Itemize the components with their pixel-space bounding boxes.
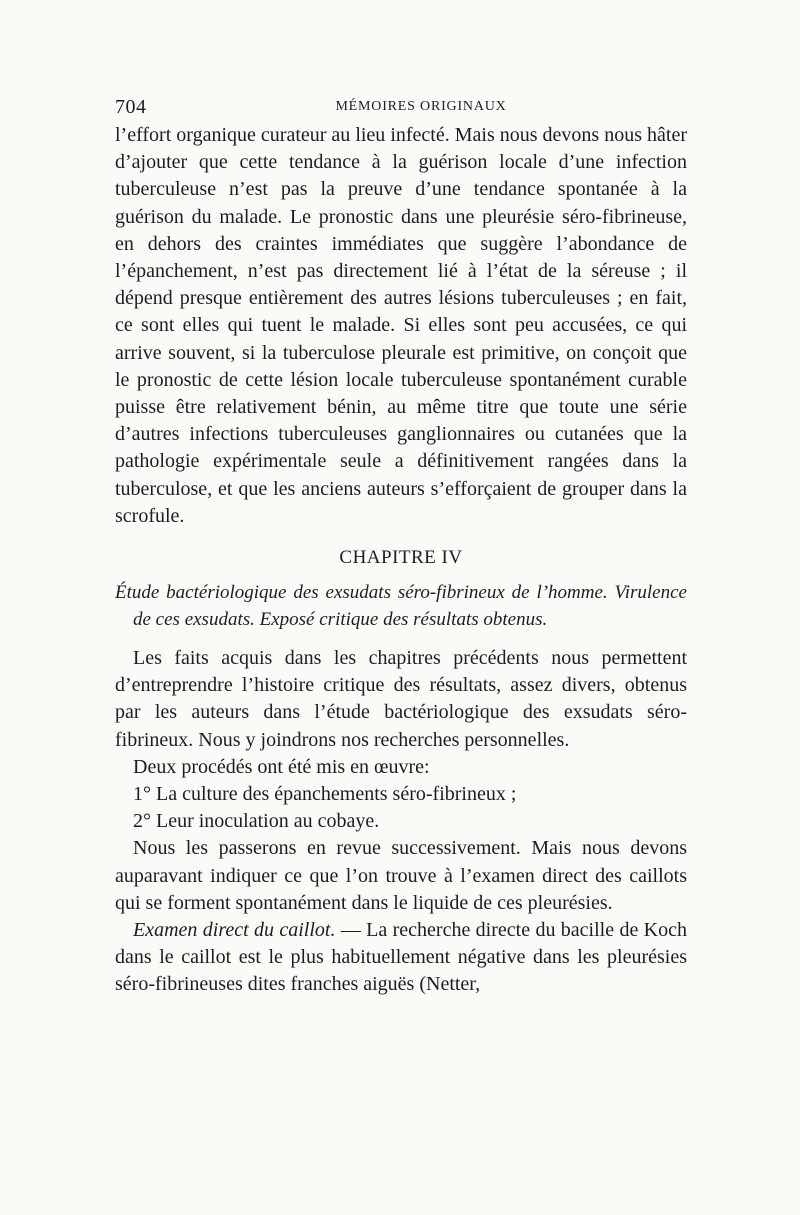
paragraph-direct-exam [115,917,687,999]
list-item-culture: 1° La culture des épanchements séro-fibrineux ; [133,783,517,806]
book-page [115,96,687,999]
chapter-heading: CHAPITRE IV [339,547,463,569]
paragraph-methods: Deux procédés ont été mis en œuvre: [133,755,430,778]
paragraph-intro: Les faits acquis dans les chapitres précédents nous permettent d’entreprendre l’histoire critique des résultats, assez divers, obtenus par les auteurs dans l’étude bactériologique des exsudats séro-fibrineux. Nous y joindrons nos recherches personnelles. [115,647,687,751]
chapter-subtitle: Étude bactériologique des exsudats séro-fibrineux de l’homme. Virulence de ces exsudats. Exposé critique des résultats obtenus. [115,582,687,631]
running-head [115,96,687,122]
paragraph-review: Nous les passerons en revue successivement. Mais nous devons auparavant indiquer ce que l’on trouve à l’examen direct des caillots qui se forment spontanément dans le liquide de ces pleurésies. [115,837,687,914]
section-lead-italic: Examen direct du caillot. [133,919,336,942]
paragraph-continuation: l’effort organique curateur au lieu infecté. Mais nous devons nous hâter d’ajouter que cette tendance à la guérison locale d’une infection tuberculeuse n’est pas la preuve d’une tendance spontanée à la guérison du malade. Le pronostic dans une pleurésie séro-fibrineuse, en dehors des craintes immédiates que suggère l’abondance de l’épanchement, n’est pas directement lié à l’état de la séreuse ; il dépend presque entièrement des autres lésions tuberculeuses ; en fait, ce sont elles qui tuent le malade. Si elles sont peu accusées, ce qui arrive souvent, si la tuberculose pleurale est primitive, on conçoit que le pronostic de cette lésion locale tuberculeuse spontanément curable puisse être relativement bénin, au même titre que toute une série d’autres infections tuberculeuses ganglionnaires ou cutanées que la pathologie expérimentale seule a définitivement rangées dans la tuberculose, et que les anciens auteurs s’efforçaient de grouper dans la scrofule. [115,124,687,527]
paragraph-direct-exam-text: — La recherche directe du bacille de Koch dans le caillot est le plus habituellement négative dans les pleurésies séro-fibrineuses dites franches aiguës (Netter, [115,919,687,996]
list-item-inoculation: 2° Leur inoculation au cobaye. [133,810,380,833]
running-title: MÉMOIRES ORIGINAUX [335,99,507,114]
page-number: 704 [115,96,147,118]
